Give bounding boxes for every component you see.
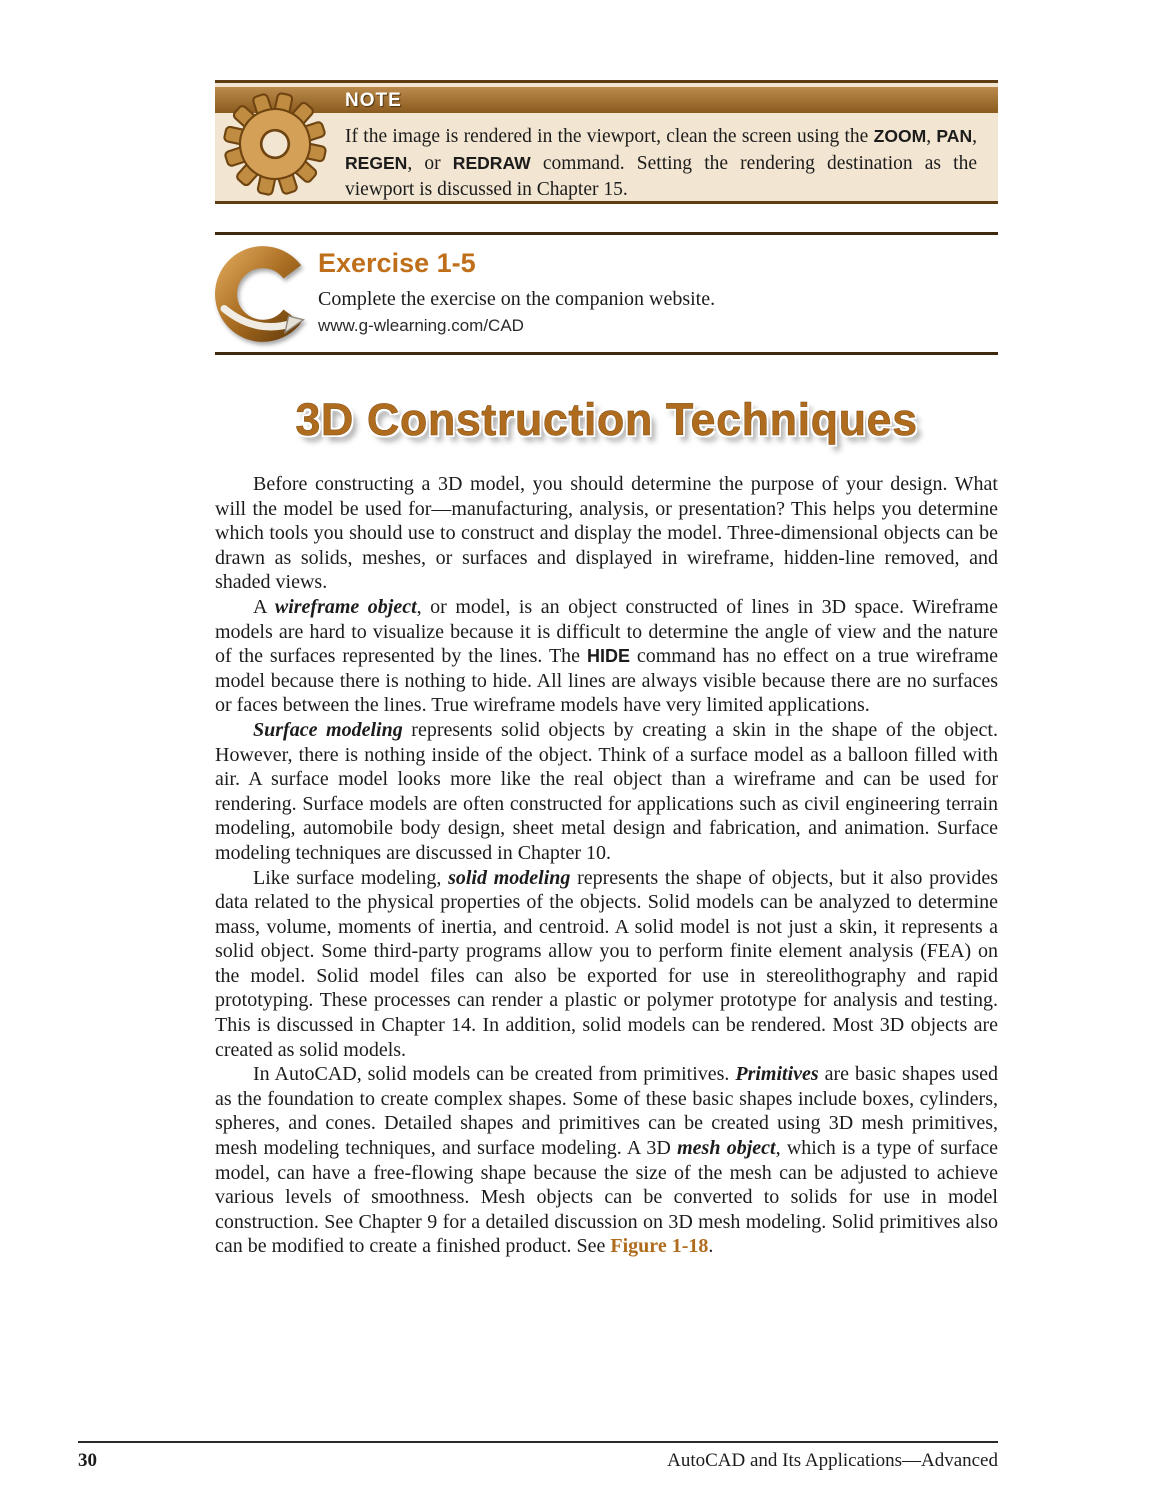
text-run: Surface modeling xyxy=(253,718,403,741)
book-title: AutoCAD and Its Applications—Advanced xyxy=(667,1450,998,1471)
paragraph-3 xyxy=(215,718,998,866)
text-run: , or xyxy=(407,153,453,174)
exercise-box xyxy=(215,232,998,355)
exercise-instruction: Complete the exercise on the companion website. xyxy=(318,288,716,310)
text-run: Figure 1-18 xyxy=(610,1235,709,1258)
text-run: ZOOM xyxy=(873,126,927,146)
article-body xyxy=(215,472,998,1259)
text-run: HIDE xyxy=(586,646,630,667)
text-run: PAN xyxy=(936,126,973,146)
gear-icon xyxy=(221,91,329,197)
paragraph-5 xyxy=(215,1062,998,1259)
text-run: Like surface modeling, xyxy=(253,866,449,889)
note-label: NOTE xyxy=(345,90,402,111)
text-run: are basic shapes used as the foundation to create complex shapes. Some of these basic shapes include boxes, cylinders, spheres, and cones. Detailed shapes and primitives can be created using 3D mesh primitives, mesh modeling techniques, and surface modeling. A 3D xyxy=(215,1063,998,1160)
exercise-url: www.g-wlearning.com/CAD xyxy=(318,316,524,335)
exercise-heading: Exercise 1-5 xyxy=(318,248,476,278)
text-run: Before constructing a 3D model, you should determine the purpose of your design. What will the model be used for—manufacturing, analysis, or presentation? This helps you determine which tools you should use to construct and display the model. Three-dimensional objects can be drawn as solids, meshes, or surfaces and displayed in wireframe, hidden-line removed, and shaded views. xyxy=(215,473,998,594)
page-number: 30 xyxy=(78,1450,97,1471)
text-run: represents the shape of objects, but it also provides data related to the physical properties of the objects. Solid models can be analyzed to determine mass, volume, moments of inertia, and centroid. A solid model is not just a skin, it represents a solid object. Some third-party programs allow you to perform finite element analysis (FEA) on the model. Solid model files can also be exported for use in stereolithography and rapid prototyping. These processes can render a plastic or polymer prototype for analysis and testing. This is discussed in Chapter 14. In addition, solid models can be rendered. Most 3D objects are created as solid models. xyxy=(215,866,998,1061)
text-run: . xyxy=(708,1235,714,1258)
text-run: , xyxy=(972,126,977,147)
text-run: solid modeling xyxy=(448,866,571,889)
text-run: In AutoCAD, solid models can be created from primitives. xyxy=(253,1063,736,1086)
text-run: command has no effect on a true wireframe model because there is nothing to hide. All lines are always visible because there are no surfaces or faces between the lines. True wireframe models have very limited applications. xyxy=(215,645,999,717)
text-run: , which is a type of surface model, can have a free-flowing shape because the size of the mesh can be adjusted to achieve various levels of smoothness. Mesh objects can be converted to solids for use in model construction. See Chapter 9 for a detailed discussion on 3D mesh modeling. Solid primitives also can be modified to create a finished product. See xyxy=(215,1137,999,1258)
note-body-text xyxy=(345,123,977,203)
text-run: represents solid objects by creating a skin in the shape of the object. However, there is nothing inside of the object. Think of a surface model as a balloon filled with air. A surface model looks more like the real object than a wireframe and can be used for rendering. Surface models are often constructed for applications such as civil engineering terrain modeling, automobile body design, sheet metal design and fabrication, and animation. Surface modeling techniques are discussed in Chapter 10. xyxy=(215,718,998,864)
page-footer xyxy=(78,1441,998,1472)
text-run: A xyxy=(253,595,275,618)
text-run: , xyxy=(926,126,937,147)
text-run: wireframe object xyxy=(274,595,417,618)
note-box xyxy=(215,80,998,204)
paragraph-1 xyxy=(215,472,998,595)
paragraph-2 xyxy=(215,595,998,718)
text-run: Primitives xyxy=(735,1063,819,1086)
note-header-bar xyxy=(215,87,998,113)
text-run: mesh object xyxy=(677,1137,776,1160)
paragraph-4 xyxy=(215,866,998,1063)
text-run: command. Setting the rendering destination as the viewport is discussed in Chapter 15. xyxy=(345,153,977,200)
text-run: REGEN xyxy=(345,153,408,173)
text-run: If the image is rendered in the viewport, clean the screen using the xyxy=(345,126,874,147)
text-run: , or model, is an object constructed of lines in 3D space. Wireframe models are hard to visualize because it is difficult to determine the angle of view and the nature of the surfaces represented by the lines. The xyxy=(215,595,998,668)
section-title: 3D Construction Techniques xyxy=(295,394,918,445)
companion-c-logo-icon xyxy=(215,246,307,342)
text-run: REDRAW xyxy=(452,153,531,173)
